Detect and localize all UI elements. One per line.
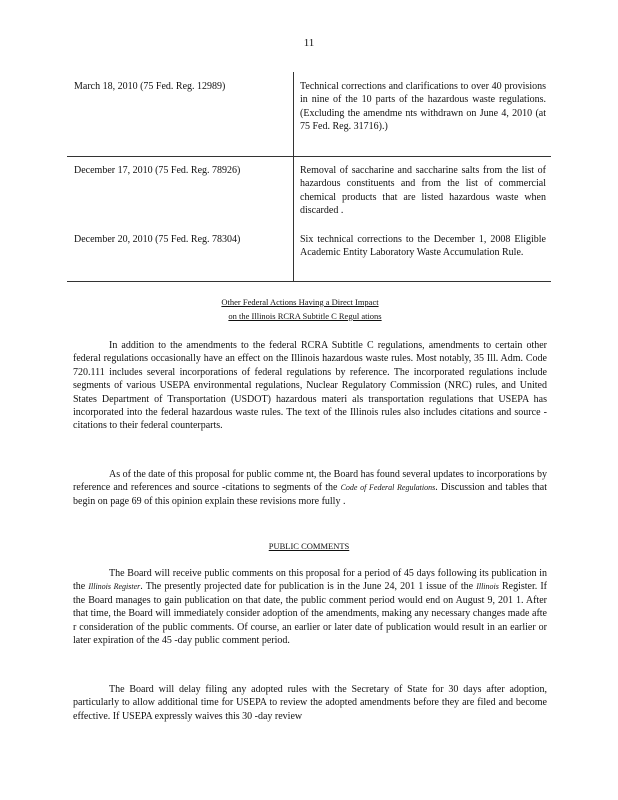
table-divider-vertical: [293, 72, 294, 282]
page-number: 11: [303, 37, 315, 49]
table-row-3-date: December 20, 2010 (75 Fed. Reg. 78304): [74, 234, 241, 245]
table-bottom-rule: [67, 281, 551, 282]
table-row-2-date: December 17, 2010 (75 Fed. Reg. 78926): [74, 165, 241, 176]
section-heading-public-comments: PUBLIC COMMENTS: [268, 541, 350, 551]
paragraph-filing-delay: The Board will delay filing any adopted rules with the Secretary of State for 30 days after adoption, particularly to allow additional time for USEPA to review the adopted amendments before they are filed and become effective. If USEPA expressly waives this 30 -day review: [73, 684, 547, 722]
paragraph-public-comments: The Board will receive public comments on this proposal for a period of 45 days following its publication in the Illinois Register. The presently projected date for publication is in the June 24, 201 1 issue of the Illinois Register. If the Board manages to gain publication on that date, the public comment period would end on August 9, 201 1. After that time, the Board will immediately consider adoption of the amendments, making any necessary changes made afte r consideration of the public comments. Of course, an earlier or later date of publication would result in an earlier or later expiration of the 45 -day public comment period.: [73, 568, 548, 647]
paragraph-updates: As of the date of this proposal for public comme nt, the Board has found several updates to incorporations by reference and references and source -citations to segments of the Code of Federal Regulations. Discussion and tables that begin on page 69 of this opinion explain these revisions more fully .: [73, 469, 548, 507]
table-row-1-date: March 18, 2010 (75 Fed. Reg. 12989): [74, 81, 226, 92]
subheading-line-1: Other Federal Actions Having a Direct Impact: [221, 297, 379, 307]
table-row-rule: [67, 156, 551, 157]
paragraph-incorporations: In addition to the amendments to the federal RCRA Subtitle C regulations, amendments to certain other federal regulations occasionally have an effect on the Illinois hazardous waste rules. Most notably, 35 Ill. Adm. Code 720.111 includes several incorporations of federal regulations by reference. The incorporated regulations include segments of various USEPA environmental regulations, Nuclear Regulatory Commission (NRC) rules, and United States Department of Transportation (USDOT) hazardous materi als transportation regulations that USEPA has incorporated into the federal hazardous waste rules. The text of the Illinois rules also includes citations and source - citations to their federal counterparts.: [73, 340, 547, 432]
subheading-line-2: on the Illinois RCRA Subtitle C Regul ations: [228, 311, 382, 321]
table-row-1-description: Technical corrections and clarifications to over 40 provisions in nine of the 10 parts of the hazardous waste regulations. (Excluding the amendme nts withdrawn on June 4, 2010 (at 75 Fed. Reg. 31716).): [300, 81, 546, 133]
table-row-2-description: Removal of saccharine and saccharine salts from the list of hazardous constituents and from the list of commercial chemical products that are listed hazardous waste when discarded .: [300, 165, 546, 217]
table-row-3-description: Six technical corrections to the December 1, 2008 Eligible Academic Entity Laboratory Waste Accumulation Rule.: [300, 234, 546, 259]
